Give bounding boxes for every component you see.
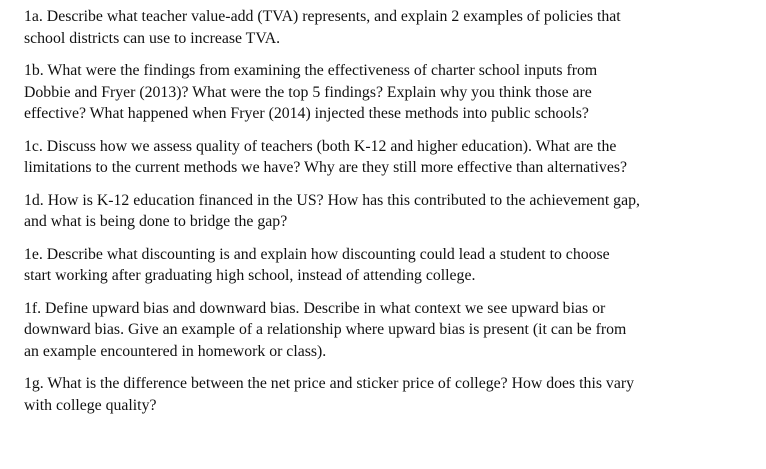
question-1f [24, 298, 754, 363]
question-line: effective? What happened when Fryer (2014) injected these methods into public schools? [24, 105, 589, 122]
question-line: limitations to the current methods we have? Why are they still more effective than alternatives? [24, 159, 627, 176]
question-line: 1e. Describe what discounting is and explain how discounting could lead a student to choose [24, 245, 610, 263]
question-document [24, 6, 754, 427]
question-line: 1b. What were the findings from examining the effectiveness of charter school inputs from [24, 62, 598, 79]
question-line: downward bias. Give an example of a relationship where upward bias is present (it can be from [24, 321, 627, 338]
question-1b [24, 60, 754, 125]
question-1a [24, 6, 754, 49]
question-1d [24, 190, 754, 233]
question-line: an example encountered in homework or class). [24, 342, 327, 360]
question-line: Dobbie and Fryer (2013)? What were the top 5 findings? Explain why you think those are [24, 83, 592, 101]
question-1g [24, 373, 754, 416]
question-line: 1g. What is the difference between the net price and sticker price of college? How does this vary [24, 375, 634, 392]
question-line: with college quality? [24, 396, 157, 414]
question-line: 1a. Describe what teacher value-add (TVA) represents, and explain 2 examples of policies that [24, 8, 621, 25]
question-1e [24, 244, 754, 287]
question-line: and what is being done to bridge the gap? [24, 213, 288, 230]
question-line: 1f. Define upward bias and downward bias. Describe in what context we see upward bias or [24, 299, 606, 317]
question-line: 1d. How is K-12 education financed in the US? How has this contributed to the achievement gap, [24, 191, 640, 209]
question-line: start working after graduating high school, instead of attending college. [24, 267, 476, 284]
question-1c [24, 136, 754, 179]
question-line: school districts can use to increase TVA. [24, 29, 281, 47]
question-line: 1c. Discuss how we assess quality of teachers (both K-12 and higher education). What are the [24, 137, 617, 155]
